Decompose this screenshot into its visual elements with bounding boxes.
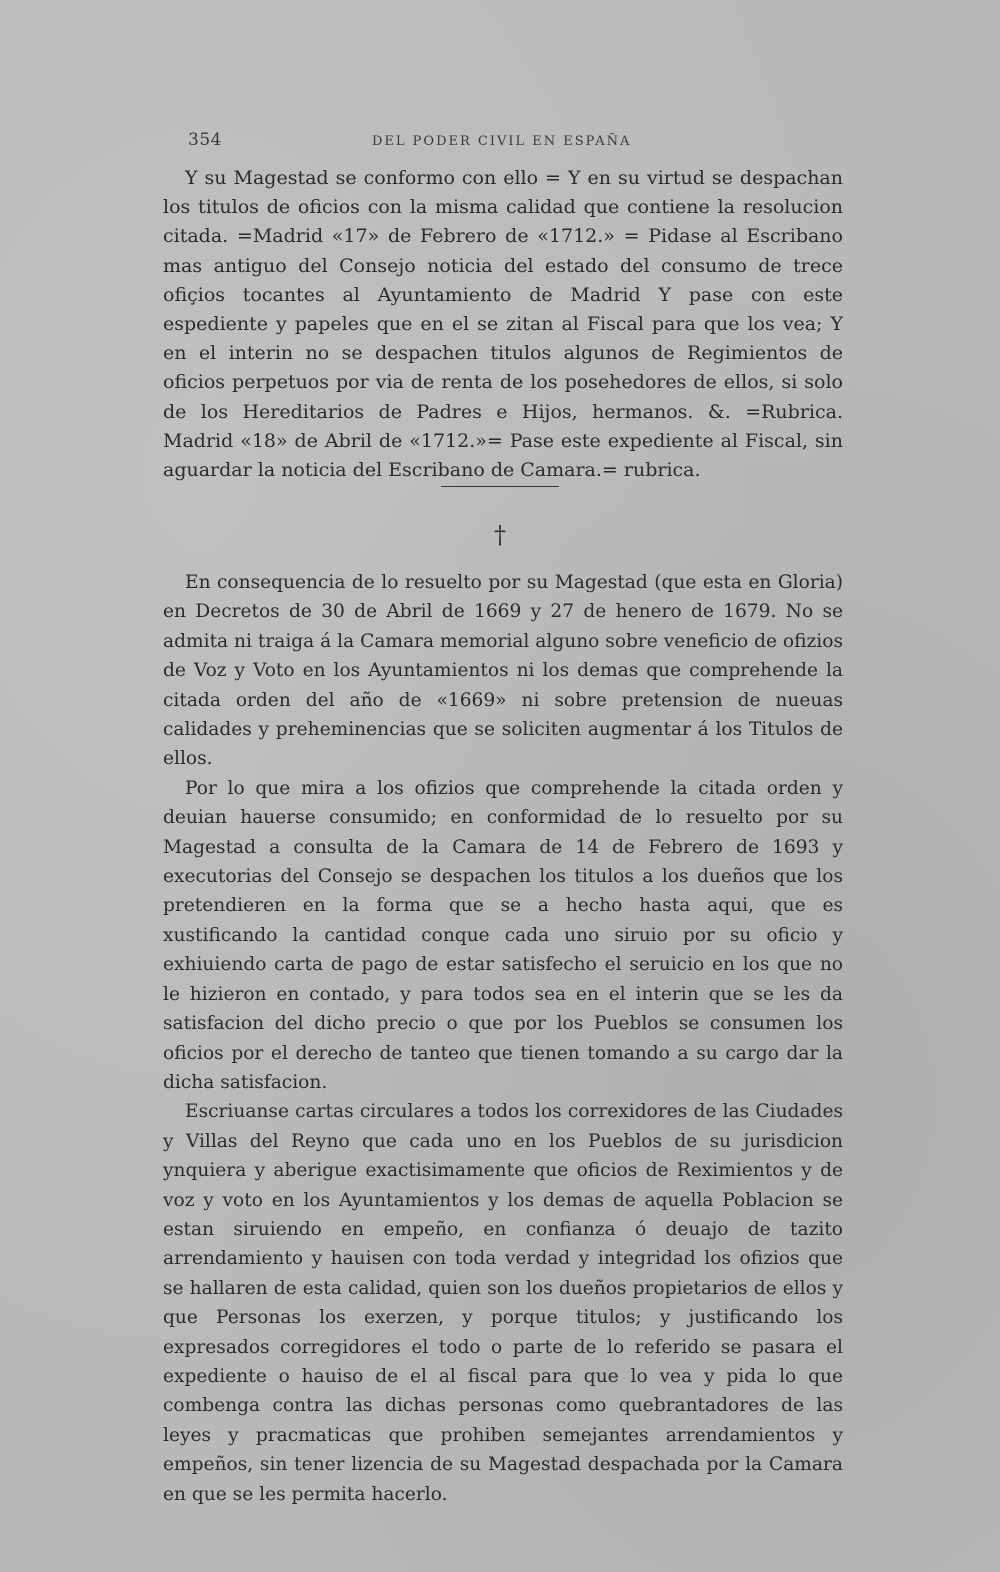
paragraph-consequence: En consequencia de lo resuelto por su Magestad (que esta en Gloria) en Decretos de 30 de Abril de 1669 y 27 de henero de 1679. No se admita ni traiga á la Camara memorial alguno sobre veneficio de ofizios de Voz y Voto en los Ayuntamientos ni los demas que comprehende la citada orden del año de «1669» ni sobre pretension de nueuas calidades y preheminencias que se soliciten augmentar á los Titulos de ellos. bbox=[163, 572, 843, 770]
text-block-first bbox=[163, 164, 843, 485]
text-block-second bbox=[163, 568, 843, 1509]
cross-icon: † bbox=[494, 521, 506, 549]
page-number: 354 bbox=[188, 130, 222, 150]
paragraph-offices: Por lo que mira a los ofizios que comprehende la citada orden y deuian hauerse consumido; en conformidad de lo resuelto por su Magestad a consulta de la Camara de 14 de Febrero de 1693 y executorias del Consejo se despachen los titulos a los dueños que los pretendieren en la forma que se a hecho hasta aqui, que es xustificando la cantidad conque cada uno siruio por su oficio y exhiuiendo carta de pago de estar satisfecho el seruicio en los que no le hizieron en contado, y para todos sea en el interin que se les da satisfacion del dicho precio o que por los Pueblos se consumen los oficios por el derecho de tanteo que tienen tomando a su cargo dar la dicha satisfacion. bbox=[163, 777, 843, 1093]
page-header bbox=[188, 130, 648, 154]
running-head: DEL PODER CIVIL EN ESPAÑA bbox=[372, 134, 632, 149]
paragraph-decree-1712: Y su Magestad se conformo con ello = Y en su virtud se despachan los titulos de oficios con la misma calidad que contiene la resolucion citada. =Madrid «17» de Febrero de «1712.» = Pidase al Escribano mas antiguo del Consejo noticia del estado del consumo de trece ofiçios tocantes al Ayuntamiento de Madrid Y pase con este espediente y papeles que en el se zitan al Fiscal para que los vea; Y en el interin no se despachen titulos algunos de Regimientos de oficios perpetuos por via de renta de los posehedores de ellos, si solo de los Hereditarios de Padres e Hijos, hermanos. &. =Rubrica. Madrid «18» de Abril de «1712.»= Pase este expediente al Fiscal, sin aguardar la noticia del Escribano de Camara.= rubrica. bbox=[163, 167, 843, 482]
paragraph-circular-letters: Escriuanse cartas circulares a todos los correxidores de las Ciudades y Villas del Reyno que cada uno en los Pueblos de su jurisdicion ynquiera y aberigue exactisimamente que oficios de Reximientos y de voz y voto en los Ayuntamientos y los demas de aquella Poblacion se estan siruiendo en empeño, en confianza ó deuajo de tazito arrendamiento y hauisen con toda verdad y integridad los ofizios que se hallaren de esta calidad, quien son los dueños propietarios de ellos y que Personas los exerzen, y porque titulos; y justificando los expresados corregidores el todo o parte de lo referido se pasara el expediente o hauiso de el al fiscal para que lo vea y pida lo que combenga contra las dichas personas como quebrantadores de las leyes y pracmaticas que prohiben semejantes arrendamientos y empeños, sin tener lizencia de su Magestad despachada por la Camara en que se les permita hacerlo. bbox=[163, 1101, 843, 1505]
section-divider-rule bbox=[441, 486, 559, 487]
